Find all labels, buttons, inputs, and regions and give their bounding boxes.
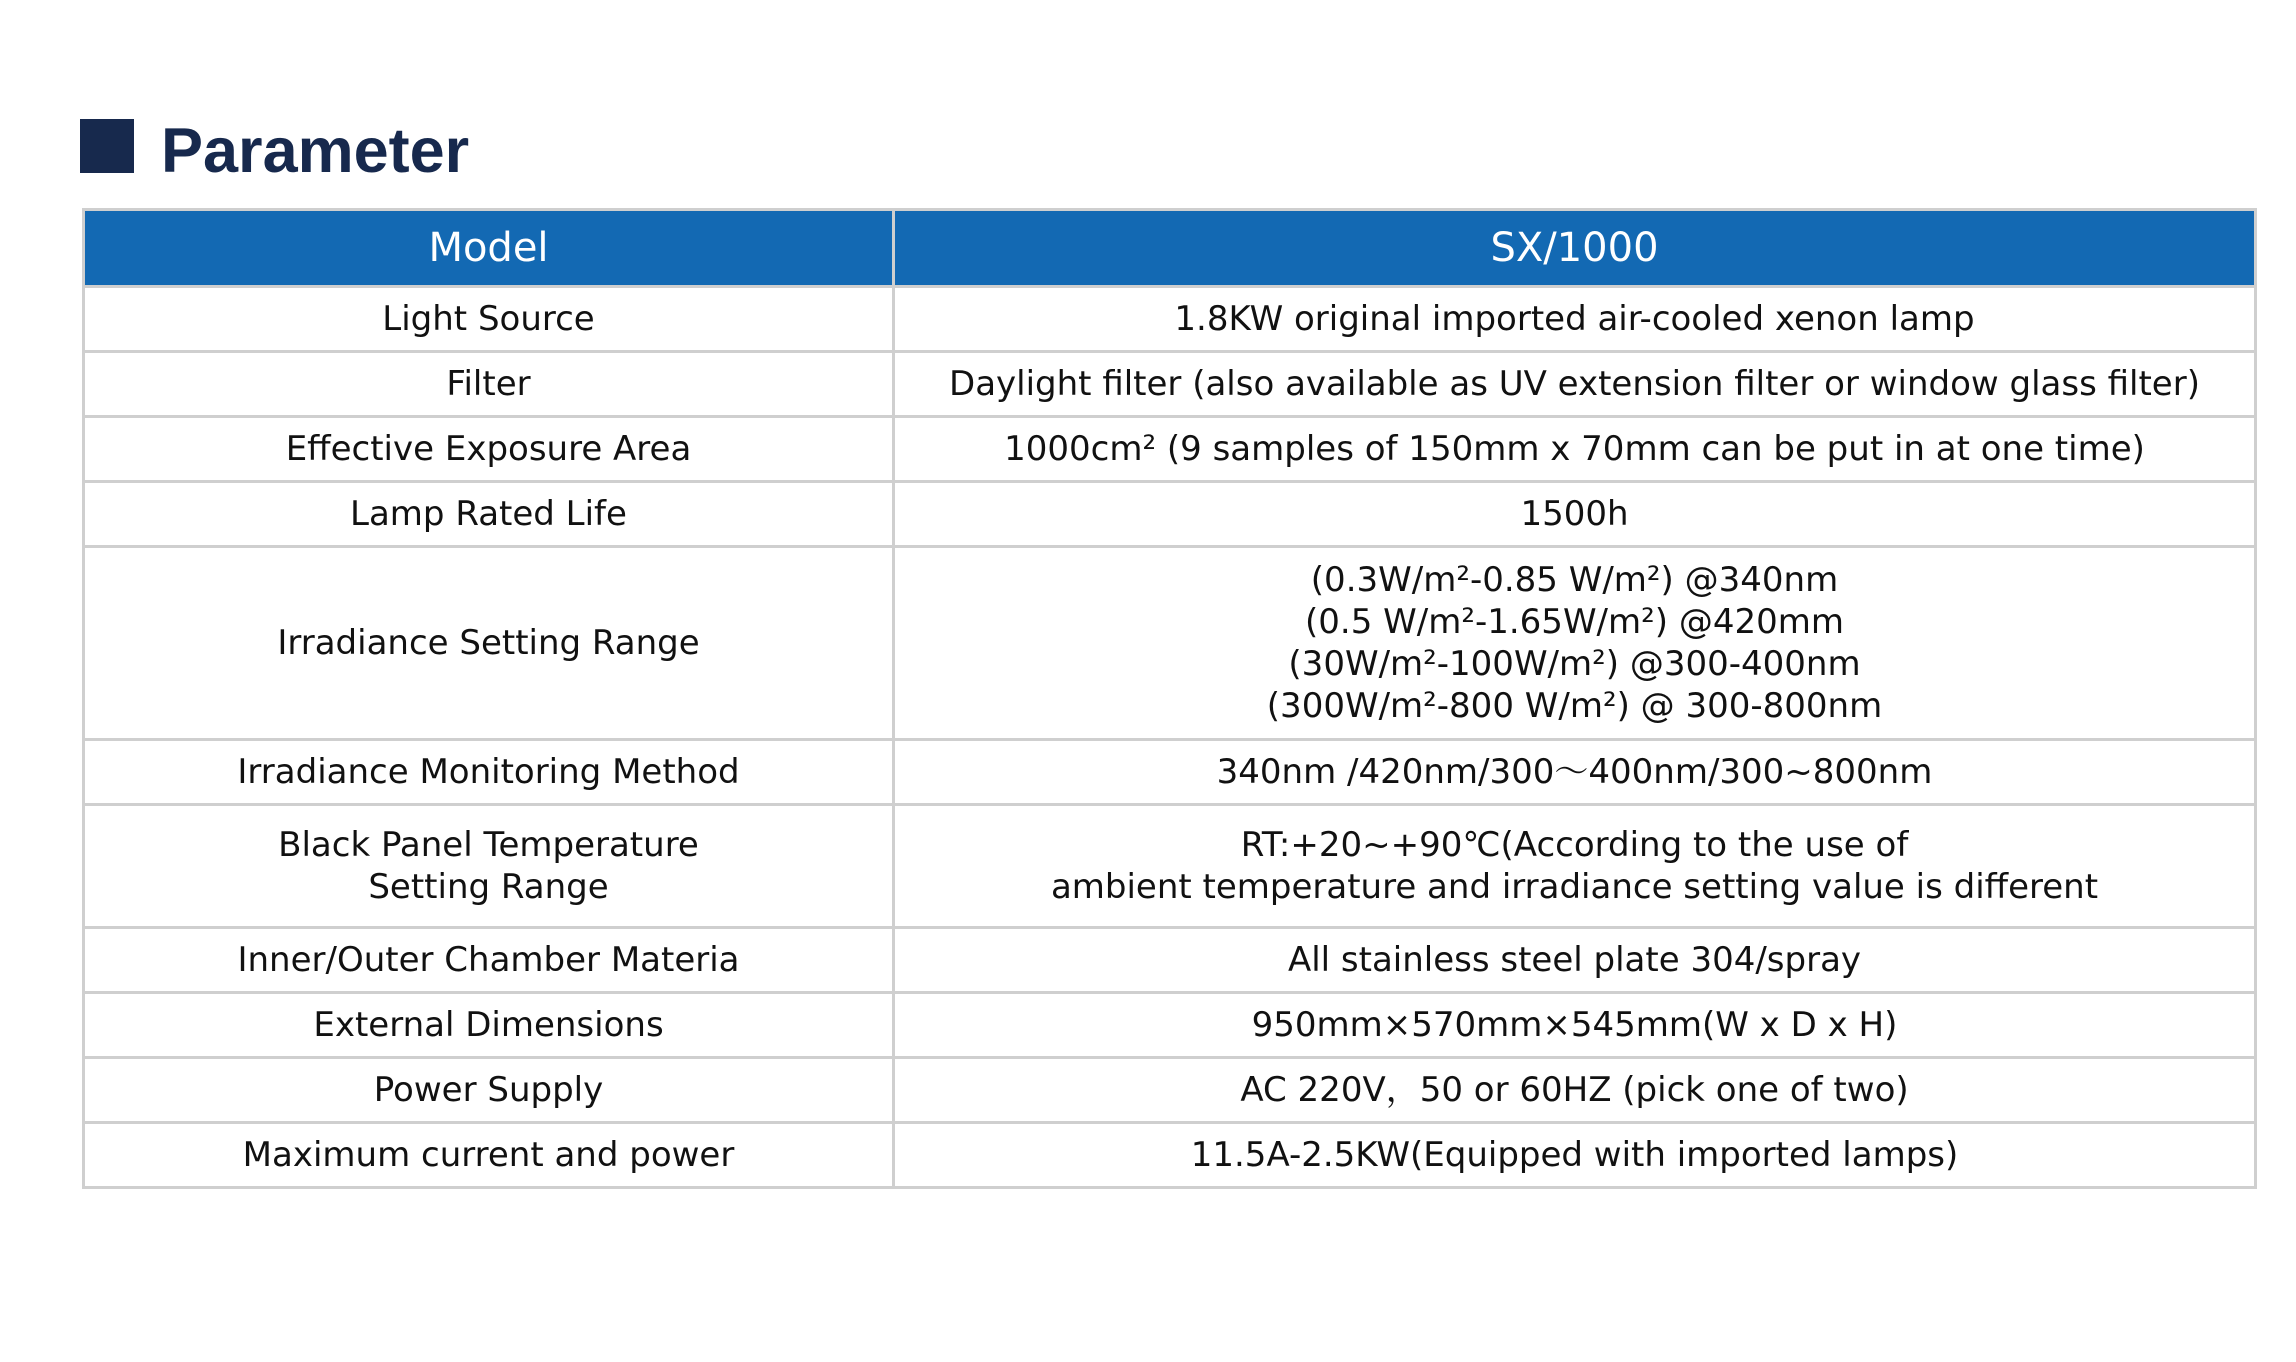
table-row <box>84 805 2256 928</box>
row-label: Lamp Rated Life <box>84 482 894 547</box>
table-row <box>84 547 2256 740</box>
value-line: (300W/m²-800 W/m²) @ 300-800nm <box>1266 686 1883 726</box>
row-value: 1000cm² (9 samples of 150mm x 70mm can be put in at one time) <box>894 417 2256 482</box>
row-label: Filter <box>84 352 894 417</box>
label-line: Setting Range <box>368 867 609 907</box>
square-bullet-icon <box>80 119 134 173</box>
row-value: 11.5A-2.5KW(Equipped with imported lamps) <box>894 1123 2256 1188</box>
row-value: 1.8KW original imported air-cooled xenon lamp <box>894 287 2256 352</box>
header-value-cell: SX/1000 <box>894 210 2256 287</box>
table-row <box>84 287 2256 352</box>
row-label: Light Source <box>84 287 894 352</box>
row-value: 340nm /420nm/300～400nm/300~800nm <box>894 740 2256 805</box>
parameter-table <box>82 208 2257 1189</box>
table-header-row <box>84 210 2256 287</box>
table-row <box>84 928 2256 993</box>
row-value: 1500h <box>894 482 2256 547</box>
row-label: Maximum current and power <box>84 1123 894 1188</box>
row-value <box>894 805 2256 928</box>
page-title: Parameter <box>161 116 470 186</box>
row-label: External Dimensions <box>84 993 894 1058</box>
header-label-cell: Model <box>84 210 894 287</box>
table-row <box>84 993 2256 1058</box>
row-label: Effective Exposure Area <box>84 417 894 482</box>
value-line: (0.3W/m²-0.85 W/m²) @340nm <box>1310 560 1839 600</box>
row-label: Irradiance Monitoring Method <box>84 740 894 805</box>
row-label: Inner/Outer Chamber Materia <box>84 928 894 993</box>
section-heading <box>80 108 470 186</box>
value-line: (30W/m²-100W/m²) @300-400nm <box>1288 644 1861 684</box>
value-line: ambient temperature and irradiance setting value is different <box>1050 867 2099 907</box>
table-row <box>84 1058 2256 1123</box>
row-value: 950mm×570mm×545mm(W x D x H) <box>894 993 2256 1058</box>
row-value: AC 220V，50 or 60HZ (pick one of two) <box>894 1058 2256 1123</box>
table-row <box>84 740 2256 805</box>
row-label: Power Supply <box>84 1058 894 1123</box>
row-label <box>84 805 894 928</box>
row-value: Daylight filter (also available as UV extension filter or window glass filter) <box>894 352 2256 417</box>
label-line: Black Panel Temperature <box>278 825 699 865</box>
value-line: (0.5 W/m²-1.65W/m²) @420mm <box>1305 602 1844 642</box>
row-label: Irradiance Setting Range <box>84 547 894 740</box>
row-value <box>894 547 2256 740</box>
table-row <box>84 1123 2256 1188</box>
value-line: RT:+20~+90℃(According to the use of <box>1240 825 1909 865</box>
row-value: All stainless steel plate 304/spray <box>894 928 2256 993</box>
table-row <box>84 417 2256 482</box>
table-row <box>84 352 2256 417</box>
table-row <box>84 482 2256 547</box>
